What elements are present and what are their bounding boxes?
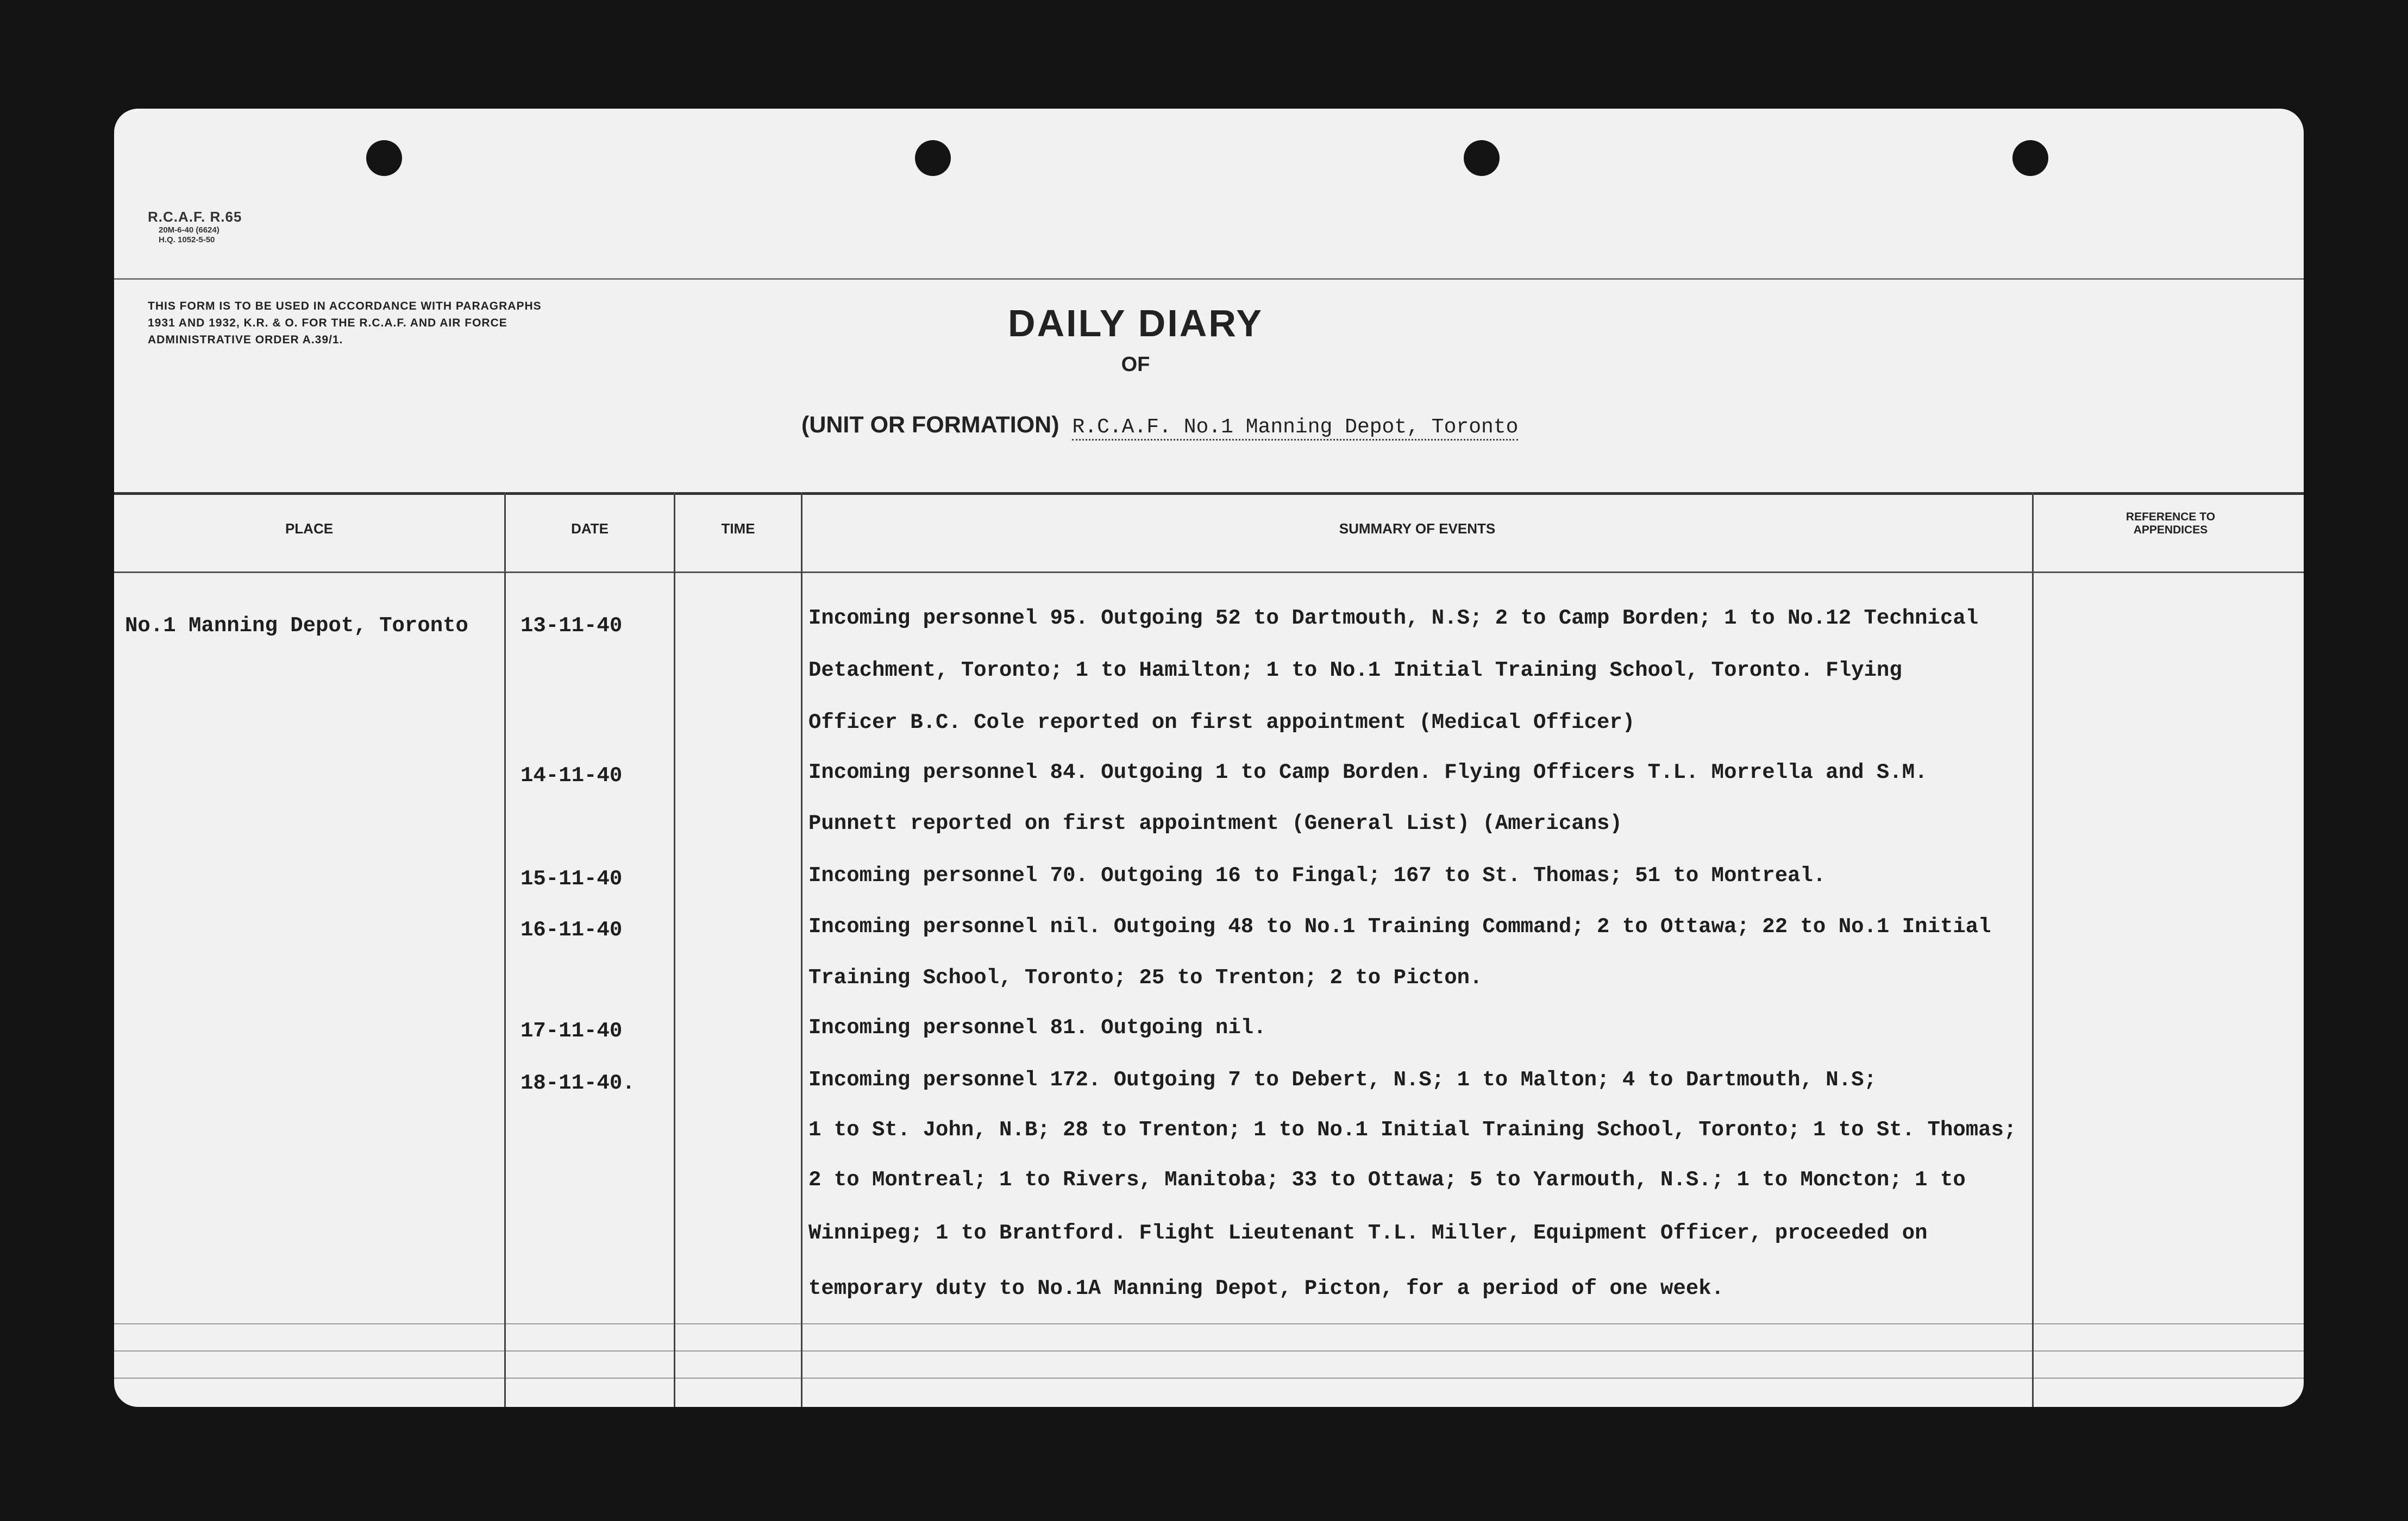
column-divider <box>2032 492 2034 1407</box>
column-divider <box>674 492 675 1407</box>
form-notice: THIS FORM IS TO BE USED IN ACCORDANCE WITH PARAGRAPHS 1931 AND 1932, K.R. & O. FOR THE R.C.A.F. AND AIR FORCE ADMINISTRATIVE ORDER A.39/1. <box>148 300 542 346</box>
column-header-rule <box>114 571 2304 573</box>
event-line: Incoming personnel 70. Outgoing 16 to Fingal; 167 to St. Thomas; 51 to Montreal. <box>808 864 1826 888</box>
punch-hole <box>366 140 402 176</box>
table-top-rule <box>114 492 2304 495</box>
diary-title: DAILY DIARY <box>1008 302 1263 344</box>
event-line: Training School, Toronto; 25 to Trenton; 2 to Picton. <box>808 966 1483 990</box>
punch-hole <box>2012 140 2048 176</box>
ruled-line <box>114 1350 2304 1352</box>
date-entry: 13-11-40 <box>521 614 623 638</box>
column-header-summary: SUMMARY OF EVENTS <box>1339 520 1496 537</box>
event-line: Winnipeg; 1 to Brantford. Flight Lieutenant T.L. Miller, Equipment Officer, proceeded on <box>808 1221 1928 1245</box>
event-line: Incoming personnel 81. Outgoing nil. <box>808 1016 1266 1040</box>
ruled-line <box>114 1323 2304 1324</box>
form-code <box>148 209 242 245</box>
header-rule <box>114 278 2304 280</box>
date-entry: 16-11-40 <box>521 918 623 942</box>
event-line: Punnett reported on first appointment (General List) (Americans) <box>808 812 1622 835</box>
event-line: 2 to Montreal; 1 to Rivers, Manitoba; 33 to Ottawa; 5 to Yarmouth, N.S.; 1 to Moncton; 1 to <box>808 1168 1966 1192</box>
unit-line <box>801 412 1518 439</box>
column-divider <box>801 492 802 1407</box>
event-line: temporary duty to No.1A Manning Depot, Picton, for a period of one week. <box>808 1277 1725 1300</box>
column-header-place: PLACE <box>285 520 334 537</box>
unit-label: (UNIT OR FORMATION) <box>801 412 1059 438</box>
event-line: Incoming personnel 95. Outgoing 52 to Dartmouth, N.S; 2 to Camp Borden; 1 to No.12 Technical <box>808 606 1979 630</box>
column-header-time: TIME <box>721 520 755 537</box>
column-header-date: DATE <box>571 520 609 537</box>
diary-form-card <box>114 109 2304 1407</box>
unit-value: R.C.A.F. No.1 Manning Depot, Toronto <box>1072 416 1518 441</box>
date-entry: 15-11-40 <box>521 867 623 891</box>
event-line: 1 to St. John, N.B; 28 to Trenton; 1 to No.1 Initial Training School, Toronto; 1 to St. Thomas; <box>808 1118 2017 1142</box>
print-code: H.Q. 1052-5-50 <box>159 235 215 244</box>
title-of: OF <box>1121 353 1150 376</box>
event-line: Officer B.C. Cole reported on first appointment (Medical Officer) <box>808 711 1635 734</box>
date-entry: 17-11-40 <box>521 1019 623 1043</box>
column-divider <box>504 492 506 1407</box>
event-line: Detachment, Toronto; 1 to Hamilton; 1 to No.1 Initial Training School, Toronto. Flying <box>808 658 1902 682</box>
punch-hole <box>915 140 951 176</box>
place-entry: No.1 Manning Depot, Toronto <box>125 614 468 638</box>
print-code: 20M-6-40 (6624) <box>159 225 220 235</box>
date-entry: 18-11-40. <box>521 1071 635 1095</box>
event-line: Incoming personnel 172. Outgoing 7 to Debert, N.S; 1 to Malton; 4 to Dartmouth, N.S; <box>808 1068 1877 1092</box>
date-entry: 14-11-40 <box>521 764 623 788</box>
column-header-reference: REFERENCE TO APPENDICES <box>2125 511 2216 536</box>
event-line: Incoming personnel 84. Outgoing 1 to Camp Borden. Flying Officers T.L. Morrella and S.M. <box>808 761 1928 784</box>
event-line: Incoming personnel nil. Outgoing 48 to No.1 Training Command; 2 to Ottawa; 22 to No.1 Initial <box>808 915 1991 939</box>
form-code-text: R.C.A.F. R.65 <box>148 209 242 225</box>
ruled-line <box>114 1378 2304 1379</box>
punch-hole <box>1464 140 1500 176</box>
